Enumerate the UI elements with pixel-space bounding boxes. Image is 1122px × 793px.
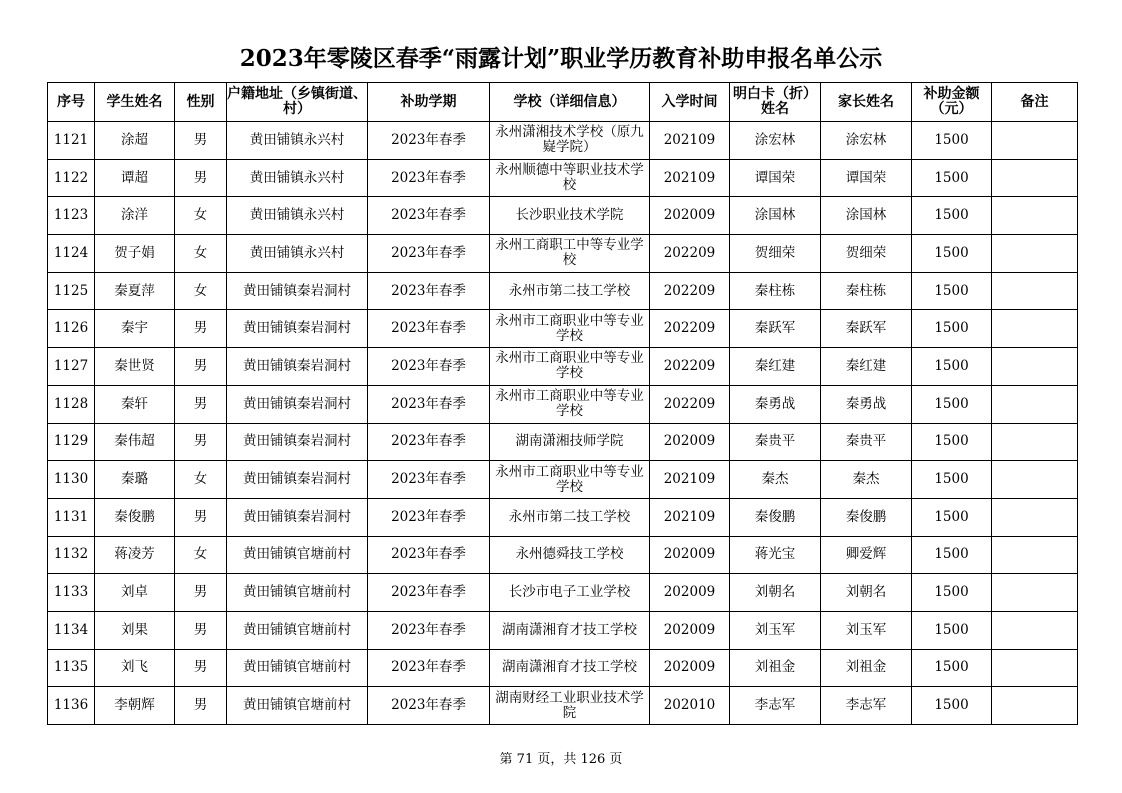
cell-card-name: 涂宏林 xyxy=(730,122,821,160)
cell-address: 黄田铺镇秦岩洞村 xyxy=(227,348,368,386)
cell-gender: 男 xyxy=(175,159,227,197)
cell-enroll-time: 202009 xyxy=(650,423,730,461)
header-parent-name: 家长姓名 xyxy=(821,83,912,122)
table-row xyxy=(48,385,1078,423)
cell-parent-name: 秦勇战 xyxy=(821,385,912,423)
header-remark: 备注 xyxy=(992,83,1078,122)
cell-amount: 1500 xyxy=(912,687,992,725)
cell-index: 1123 xyxy=(48,197,95,235)
cell-term: 2023年春季 xyxy=(368,461,490,499)
table-row xyxy=(48,536,1078,574)
table-row xyxy=(48,272,1078,310)
cell-gender: 女 xyxy=(175,272,227,310)
cell-student-name: 蒋凌芳 xyxy=(95,536,175,574)
cell-card-name: 蒋光宝 xyxy=(730,536,821,574)
cell-index: 1136 xyxy=(48,687,95,725)
cell-school: 长沙市电子工业学校 xyxy=(490,574,650,612)
cell-address: 黄田铺镇秦岩洞村 xyxy=(227,272,368,310)
cell-gender: 男 xyxy=(175,649,227,687)
cell-address: 黄田铺镇官塘前村 xyxy=(227,649,368,687)
cell-student-name: 秦璐 xyxy=(95,461,175,499)
cell-enroll-time: 202009 xyxy=(650,536,730,574)
cell-student-name: 刘飞 xyxy=(95,649,175,687)
cell-student-name: 秦宇 xyxy=(95,310,175,348)
cell-card-name: 秦红建 xyxy=(730,348,821,386)
cell-student-name: 谭超 xyxy=(95,159,175,197)
cell-amount: 1500 xyxy=(912,197,992,235)
table-row xyxy=(48,348,1078,386)
cell-gender: 男 xyxy=(175,611,227,649)
cell-address: 黄田铺镇官塘前村 xyxy=(227,611,368,649)
cell-amount: 1500 xyxy=(912,574,992,612)
cell-school: 长沙职业技术学院 xyxy=(490,197,650,235)
cell-address: 黄田铺镇永兴村 xyxy=(227,235,368,273)
cell-card-name: 贺细荣 xyxy=(730,235,821,273)
cell-amount: 1500 xyxy=(912,235,992,273)
table-row xyxy=(48,122,1078,160)
cell-index: 1125 xyxy=(48,272,95,310)
cell-enroll-time: 202209 xyxy=(650,272,730,310)
header-gender: 性别 xyxy=(175,83,227,122)
header-index: 序号 xyxy=(48,83,95,122)
cell-parent-name: 秦杰 xyxy=(821,461,912,499)
cell-card-name: 刘祖金 xyxy=(730,649,821,687)
cell-parent-name: 涂宏林 xyxy=(821,122,912,160)
cell-index: 1129 xyxy=(48,423,95,461)
table-row xyxy=(48,423,1078,461)
header-amount: 补助金额（元） xyxy=(912,83,992,122)
cell-address: 黄田铺镇官塘前村 xyxy=(227,536,368,574)
cell-amount: 1500 xyxy=(912,649,992,687)
cell-school: 湖南潇湘技师学院 xyxy=(490,423,650,461)
cell-enroll-time: 202109 xyxy=(650,159,730,197)
cell-remark xyxy=(992,122,1078,160)
cell-gender: 男 xyxy=(175,498,227,536)
cell-enroll-time: 202010 xyxy=(650,687,730,725)
cell-remark xyxy=(992,687,1078,725)
cell-address: 黄田铺镇官塘前村 xyxy=(227,574,368,612)
cell-address: 黄田铺镇秦岩洞村 xyxy=(227,498,368,536)
cell-student-name: 李朝辉 xyxy=(95,687,175,725)
cell-parent-name: 秦红建 xyxy=(821,348,912,386)
cell-gender: 女 xyxy=(175,536,227,574)
cell-student-name: 刘卓 xyxy=(95,574,175,612)
cell-parent-name: 秦俊鹏 xyxy=(821,498,912,536)
cell-gender: 女 xyxy=(175,461,227,499)
cell-term: 2023年春季 xyxy=(368,687,490,725)
cell-term: 2023年春季 xyxy=(368,423,490,461)
cell-index: 1133 xyxy=(48,574,95,612)
cell-card-name: 涂国林 xyxy=(730,197,821,235)
table-row xyxy=(48,687,1078,725)
cell-address: 黄田铺镇秦岩洞村 xyxy=(227,310,368,348)
cell-school: 永州德舜技工学校 xyxy=(490,536,650,574)
cell-index: 1135 xyxy=(48,649,95,687)
cell-school: 永州市工商职业中等专业学校 xyxy=(490,348,650,386)
cell-card-name: 秦勇战 xyxy=(730,385,821,423)
cell-parent-name: 刘朝名 xyxy=(821,574,912,612)
cell-student-name: 秦世贤 xyxy=(95,348,175,386)
table-row xyxy=(48,461,1078,499)
cell-index: 1121 xyxy=(48,122,95,160)
cell-amount: 1500 xyxy=(912,348,992,386)
table-row xyxy=(48,611,1078,649)
cell-school: 永州市工商职业中等专业学校 xyxy=(490,385,650,423)
cell-student-name: 刘果 xyxy=(95,611,175,649)
cell-term: 2023年春季 xyxy=(368,385,490,423)
cell-student-name: 贺子娟 xyxy=(95,235,175,273)
cell-remark xyxy=(992,649,1078,687)
cell-enroll-time: 202009 xyxy=(650,197,730,235)
cell-remark xyxy=(992,536,1078,574)
cell-student-name: 秦俊鹏 xyxy=(95,498,175,536)
cell-index: 1134 xyxy=(48,611,95,649)
cell-remark xyxy=(992,348,1078,386)
cell-term: 2023年春季 xyxy=(368,536,490,574)
cell-school: 永州潇湘技术学校（原九嶷学院） xyxy=(490,122,650,160)
cell-gender: 男 xyxy=(175,423,227,461)
cell-amount: 1500 xyxy=(912,272,992,310)
cell-enroll-time: 202209 xyxy=(650,310,730,348)
cell-enroll-time: 202109 xyxy=(650,498,730,536)
table-body xyxy=(48,122,1078,725)
cell-remark xyxy=(992,197,1078,235)
cell-amount: 1500 xyxy=(912,536,992,574)
cell-remark xyxy=(992,498,1078,536)
cell-school: 湖南潇湘育才技工学校 xyxy=(490,649,650,687)
cell-gender: 男 xyxy=(175,122,227,160)
cell-parent-name: 贺细荣 xyxy=(821,235,912,273)
table-row xyxy=(48,498,1078,536)
cell-parent-name: 秦跃军 xyxy=(821,310,912,348)
header-student-name: 学生姓名 xyxy=(95,83,175,122)
cell-remark xyxy=(992,235,1078,273)
cell-remark xyxy=(992,272,1078,310)
cell-gender: 女 xyxy=(175,197,227,235)
cell-card-name: 谭国荣 xyxy=(730,159,821,197)
cell-amount: 1500 xyxy=(912,611,992,649)
cell-remark xyxy=(992,574,1078,612)
cell-amount: 1500 xyxy=(912,461,992,499)
cell-enroll-time: 202009 xyxy=(650,649,730,687)
cell-enroll-time: 202109 xyxy=(650,461,730,499)
cell-gender: 男 xyxy=(175,574,227,612)
cell-term: 2023年春季 xyxy=(368,498,490,536)
cell-address: 黄田铺镇官塘前村 xyxy=(227,687,368,725)
table-row xyxy=(48,310,1078,348)
cell-school: 永州顺德中等职业技术学校 xyxy=(490,159,650,197)
cell-parent-name: 涂国林 xyxy=(821,197,912,235)
cell-address: 黄田铺镇秦岩洞村 xyxy=(227,461,368,499)
cell-card-name: 刘朝名 xyxy=(730,574,821,612)
cell-term: 2023年春季 xyxy=(368,272,490,310)
cell-index: 1128 xyxy=(48,385,95,423)
cell-gender: 男 xyxy=(175,687,227,725)
cell-amount: 1500 xyxy=(912,423,992,461)
table-row xyxy=(48,574,1078,612)
cell-gender: 女 xyxy=(175,235,227,273)
page-title: 2023年零陵区春季“雨露计划”职业学历教育补助申报名单公示 xyxy=(239,45,883,72)
header-term: 补助学期 xyxy=(368,83,490,122)
cell-parent-name: 刘祖金 xyxy=(821,649,912,687)
cell-enroll-time: 202109 xyxy=(650,122,730,160)
cell-student-name: 秦轩 xyxy=(95,385,175,423)
cell-amount: 1500 xyxy=(912,498,992,536)
header-school: 学校（详细信息） xyxy=(490,83,650,122)
table-row xyxy=(48,159,1078,197)
table-row xyxy=(48,197,1078,235)
header-card-name: 明白卡（折）姓名 xyxy=(730,83,821,122)
table-row xyxy=(48,235,1078,273)
cell-enroll-time: 202009 xyxy=(650,611,730,649)
cell-remark xyxy=(992,461,1078,499)
cell-remark xyxy=(992,611,1078,649)
cell-gender: 男 xyxy=(175,348,227,386)
cell-index: 1124 xyxy=(48,235,95,273)
cell-gender: 男 xyxy=(175,385,227,423)
cell-school: 湖南财经工业职业技术学院 xyxy=(490,687,650,725)
cell-address: 黄田铺镇秦岩洞村 xyxy=(227,385,368,423)
cell-enroll-time: 202009 xyxy=(650,574,730,612)
cell-term: 2023年春季 xyxy=(368,310,490,348)
cell-index: 1132 xyxy=(48,536,95,574)
cell-parent-name: 秦贵平 xyxy=(821,423,912,461)
cell-parent-name: 刘玉军 xyxy=(821,611,912,649)
table-row xyxy=(48,649,1078,687)
page-footer: 第 71 页，共 126 页 xyxy=(499,752,623,767)
cell-parent-name: 卿爱辉 xyxy=(821,536,912,574)
cell-parent-name: 李志军 xyxy=(821,687,912,725)
cell-remark xyxy=(992,385,1078,423)
header-address: 户籍地址（乡镇街道、村） xyxy=(227,83,368,122)
cell-student-name: 秦夏萍 xyxy=(95,272,175,310)
cell-term: 2023年春季 xyxy=(368,197,490,235)
cell-index: 1130 xyxy=(48,461,95,499)
cell-school: 永州工商职工中等专业学校 xyxy=(490,235,650,273)
cell-parent-name: 秦柱栋 xyxy=(821,272,912,310)
cell-term: 2023年春季 xyxy=(368,122,490,160)
cell-term: 2023年春季 xyxy=(368,649,490,687)
cell-remark xyxy=(992,159,1078,197)
cell-term: 2023年春季 xyxy=(368,159,490,197)
cell-card-name: 秦跃军 xyxy=(730,310,821,348)
subsidy-table xyxy=(47,82,1078,725)
cell-card-name: 秦杰 xyxy=(730,461,821,499)
cell-enroll-time: 202209 xyxy=(650,235,730,273)
cell-gender: 男 xyxy=(175,310,227,348)
cell-amount: 1500 xyxy=(912,159,992,197)
cell-term: 2023年春季 xyxy=(368,235,490,273)
cell-school: 永州市工商职业中等专业学校 xyxy=(490,310,650,348)
cell-card-name: 李志军 xyxy=(730,687,821,725)
cell-index: 1131 xyxy=(48,498,95,536)
cell-card-name: 刘玉军 xyxy=(730,611,821,649)
cell-enroll-time: 202209 xyxy=(650,348,730,386)
cell-card-name: 秦柱栋 xyxy=(730,272,821,310)
cell-remark xyxy=(992,310,1078,348)
cell-student-name: 秦伟超 xyxy=(95,423,175,461)
cell-school: 湖南潇湘育才技工学校 xyxy=(490,611,650,649)
cell-school: 永州市工商职业中等专业学校 xyxy=(490,461,650,499)
cell-student-name: 涂超 xyxy=(95,122,175,160)
cell-term: 2023年春季 xyxy=(368,574,490,612)
cell-index: 1127 xyxy=(48,348,95,386)
header-row xyxy=(48,83,1078,122)
cell-school: 永州市第二技工学校 xyxy=(490,498,650,536)
cell-card-name: 秦贵平 xyxy=(730,423,821,461)
cell-amount: 1500 xyxy=(912,310,992,348)
cell-index: 1122 xyxy=(48,159,95,197)
cell-index: 1126 xyxy=(48,310,95,348)
cell-remark xyxy=(992,423,1078,461)
cell-address: 黄田铺镇永兴村 xyxy=(227,122,368,160)
cell-enroll-time: 202209 xyxy=(650,385,730,423)
cell-address: 黄田铺镇永兴村 xyxy=(227,197,368,235)
cell-amount: 1500 xyxy=(912,385,992,423)
cell-amount: 1500 xyxy=(912,122,992,160)
cell-student-name: 涂洋 xyxy=(95,197,175,235)
cell-parent-name: 谭国荣 xyxy=(821,159,912,197)
cell-address: 黄田铺镇永兴村 xyxy=(227,159,368,197)
cell-term: 2023年春季 xyxy=(368,611,490,649)
cell-address: 黄田铺镇秦岩洞村 xyxy=(227,423,368,461)
cell-school: 永州市第二技工学校 xyxy=(490,272,650,310)
cell-card-name: 秦俊鹏 xyxy=(730,498,821,536)
cell-term: 2023年春季 xyxy=(368,348,490,386)
header-enroll-time: 入学时间 xyxy=(650,83,730,122)
